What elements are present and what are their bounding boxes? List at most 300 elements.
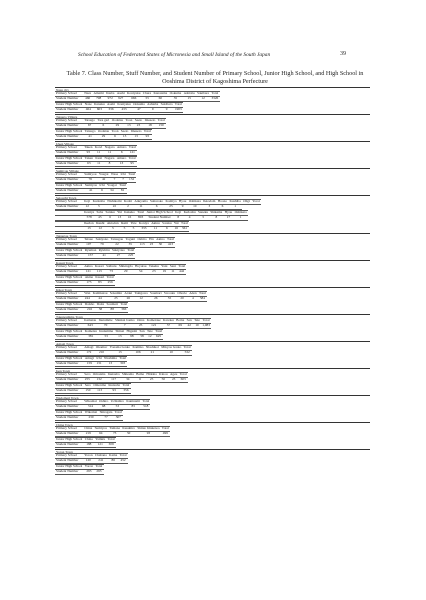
table-cell: 77: [98, 415, 113, 420]
student-number-row: [55, 404, 150, 409]
row-label: Student Number: [55, 107, 84, 112]
table-cell: Inutsuba: [107, 372, 120, 377]
table-cell: Kanaiama: [153, 91, 168, 96]
table-cell: Akina: [84, 264, 93, 268]
table-cell: Soumari: [106, 301, 118, 306]
table-cell: 1903: [174, 106, 182, 111]
table-cell: Hoyutsu: [134, 264, 147, 268]
municipality-title: Kikai Town: [55, 287, 370, 291]
table-cell: 12: [95, 226, 106, 231]
table-cell: 625: [154, 334, 163, 339]
table-cell: 10: [193, 323, 201, 328]
table-cell: 241: [94, 459, 108, 464]
table-cell: Omonma: [92, 372, 106, 377]
table-cell: Kasari: [94, 264, 104, 268]
row-label: Student Number: [55, 269, 83, 274]
table-cell: Wase: [110, 172, 119, 177]
student-number-row: [55, 253, 135, 258]
table-cell: 26: [149, 296, 163, 301]
table-cell: 13: [120, 134, 130, 139]
table-cell: 47: [132, 107, 146, 112]
table-cell: 120: [83, 459, 94, 464]
table-cell: 307: [114, 415, 123, 420]
table-cell: Akina: [84, 274, 94, 279]
table-cell: Kamikatsu: [92, 291, 108, 296]
table-cell: 81: [118, 188, 127, 193]
table-cell: 45: [95, 215, 104, 220]
table-cell: Taken: [84, 155, 93, 160]
table-cell: 6: [135, 377, 145, 382]
table-cell: 19: [160, 269, 169, 274]
table-cell: Naze: [84, 101, 92, 106]
table-cell: Akino: [156, 236, 165, 241]
table-cell: 121: [128, 151, 137, 156]
table-cell: 13: [114, 334, 125, 339]
table-cell: 13: [124, 124, 133, 129]
school-table: [55, 356, 127, 367]
row-label: [55, 215, 83, 220]
table-cell: 83: [94, 280, 105, 285]
table-cell: Shinkai bonko: [114, 318, 135, 323]
table-cell: Kusuhiro: [122, 426, 135, 431]
table-cell: 12: [83, 205, 91, 210]
table-cell: 23: [134, 124, 144, 129]
row-label: Student Number: [55, 97, 83, 102]
school-table: [55, 345, 192, 356]
row-label: Student Number: [55, 469, 84, 474]
table-cell: Koshi: [123, 199, 133, 204]
table-cell: Shiragata: [99, 409, 113, 414]
table-cell: 159: [84, 361, 96, 366]
table-cell: 53: [109, 404, 125, 409]
table-cell: China: [84, 436, 93, 441]
school-table: [55, 264, 186, 275]
row-label: Junior High School: [56, 301, 83, 306]
table-cell: Kametoke: [146, 318, 161, 323]
table-cell: 603: [93, 107, 106, 112]
table-cell: Kushiba: [229, 199, 241, 204]
student-number-row: [55, 178, 136, 183]
student-number-row: [55, 323, 211, 328]
table-cell: Akinu: [151, 220, 160, 225]
page-number: 39: [340, 51, 346, 57]
student-number-row: [55, 134, 152, 139]
table-cell: 532: [182, 350, 191, 355]
row-label: Student Number: [55, 404, 83, 409]
table-cell: Yui: [117, 209, 122, 214]
row-label: Student Number: [55, 415, 84, 420]
table-cell: Ikushi: [95, 220, 105, 225]
table-cell: 11: [150, 226, 161, 231]
student-number-row: [55, 469, 104, 474]
row-label: Student Number: [55, 161, 84, 166]
table-cell: San: [186, 318, 192, 323]
table-cell: Wan: [84, 291, 91, 296]
table-cell: Kamiko: [132, 345, 144, 350]
table-cell: Total: [128, 145, 136, 150]
row-label: Student Number: [55, 459, 83, 464]
table-cell: 6: [98, 188, 106, 193]
table-cell: Daita: [96, 301, 105, 306]
table-cell: 54: [134, 269, 148, 274]
table-cell: 10: [160, 350, 182, 355]
table-cell: 12: [133, 296, 149, 301]
table-cell: Student Number: [145, 215, 174, 220]
table-cell: Total: [180, 220, 188, 225]
table-cell: 5: [120, 226, 130, 231]
table-cell: Nishikomi: [107, 199, 122, 204]
school-table: [55, 221, 189, 232]
table-cell: Total: [155, 328, 163, 333]
student-number-row: [55, 215, 248, 220]
municipality-title: Tokunoshima Town: [55, 314, 370, 318]
municipality-group: [55, 368, 370, 394]
student-number-row: [55, 377, 188, 382]
school-table: [55, 329, 163, 340]
table-cell: Yamiru: [95, 436, 106, 441]
table-cell: 88: [105, 307, 119, 312]
table-cell: 20: [176, 296, 188, 301]
table-cell: 361: [180, 226, 189, 231]
row-label: Student Number: [55, 253, 84, 258]
table-cell: 42: [98, 178, 110, 183]
table-cell: Total: [119, 355, 127, 360]
table-cell: 150: [157, 124, 166, 129]
table-cell: 23: [149, 241, 154, 246]
table-cell: Okamuc: [95, 345, 108, 350]
school-table: [55, 237, 175, 248]
table-cell: 518: [141, 404, 150, 409]
municipality-group: [55, 395, 370, 421]
table-cell: 13: [83, 226, 95, 231]
student-number-row: [55, 151, 137, 156]
table-cell: Toguni: [125, 236, 136, 241]
table-cell: Junior High School: [146, 209, 173, 214]
table-cell: Kudanba: [92, 199, 105, 204]
table-cell: China: [84, 426, 93, 431]
table-cell: 3: [197, 215, 209, 220]
table-cell: 132: [127, 178, 136, 183]
table-cell: 27: [111, 253, 126, 258]
table-cell: Ookuma: [169, 91, 182, 96]
table-cell: 8: [103, 161, 115, 166]
municipality-title: Naze city: [55, 87, 370, 91]
table-cell: 37: [162, 323, 175, 328]
student-number-row: [55, 361, 127, 366]
table-cell: Kasari: [95, 274, 105, 279]
table-cell: 25: [164, 205, 177, 210]
table-cell: 3: [91, 205, 106, 210]
student-number-row: [55, 242, 175, 247]
table-cell: 73: [105, 269, 118, 274]
school-table: [55, 102, 183, 113]
table-cell: 2: [123, 205, 133, 210]
table-cell: Kedoshu: [183, 209, 196, 214]
school-table: [55, 248, 135, 259]
student-number-row: [55, 388, 131, 393]
table-cell: 333: [138, 226, 150, 231]
row-label: Junior High School: [56, 182, 83, 187]
table-cell: 35: [124, 242, 136, 247]
table-cell: Oshikata: [188, 199, 201, 204]
table-cell: Hoono: [217, 199, 228, 204]
table-cell: 21: [145, 350, 160, 355]
table-cell: Suitaroko: [149, 199, 164, 204]
table-cell: Yui: [173, 220, 179, 225]
table-cell: Tekehu: [148, 264, 159, 268]
table-caption: Table 7. Class Number, Stuff Number, and Student Number of Primary School, Junior High School, and High School in Ooshima District of Kagoshima Perfecture: [66, 70, 364, 85]
table-cell: 25: [136, 323, 146, 328]
table-cell: 210: [95, 350, 109, 355]
table-cell: 41: [97, 253, 110, 258]
table-cell: Wikomai: [84, 409, 98, 414]
student-number-row: [55, 97, 220, 102]
row-label: Student Number: [55, 361, 84, 366]
table-cell: Amagi: [84, 345, 94, 350]
table-cell: Ein: [149, 236, 154, 241]
school-table: [55, 426, 170, 437]
table-cell: Sataku: [105, 209, 115, 214]
table-cell: 132: [92, 377, 107, 382]
table-cell: Tetsugou: [110, 236, 124, 241]
table-cell: Saeto: [134, 118, 143, 123]
table-cell: 798: [92, 97, 105, 102]
table-cell: 76: [83, 178, 98, 183]
student-number-row: [55, 205, 261, 210]
table-cell: 1: [228, 205, 242, 210]
school-table: [55, 210, 248, 221]
school-table: [55, 145, 137, 156]
table-cell: 16: [174, 225, 178, 230]
row-label: Student Number: [55, 280, 84, 285]
school-table: [55, 453, 128, 464]
table-cell: 58: [138, 334, 145, 339]
table-cell: Oshiro: [137, 236, 147, 241]
table-cell: Total: [174, 101, 182, 106]
row-label: Student Number: [55, 296, 83, 301]
table-area: [55, 87, 370, 476]
municipality-title: Kasari Town: [55, 260, 370, 264]
table-cell: Mikyou bonko: [161, 345, 182, 350]
table-cell: Tara gari: [97, 118, 110, 123]
row-label: Junior High School: [56, 128, 83, 133]
student-number-row: [55, 459, 128, 464]
table-cell: Total: [120, 301, 128, 306]
table-cell: Saibutu: [106, 264, 117, 268]
table-cell: Aden: [189, 291, 197, 296]
table-cell: Total: [119, 182, 126, 187]
table-cell: 7: [114, 323, 136, 328]
table-cell: 4: [182, 215, 196, 220]
table-cell: 230: [84, 415, 99, 420]
table-cell: Imaseto: [144, 118, 156, 123]
student-number-row: [55, 442, 116, 447]
table-cell: 6: [116, 151, 128, 156]
table-cell: Ikeiti: [120, 220, 129, 225]
table-cell: Saeto: [120, 128, 129, 133]
table-cell: 17: [223, 215, 233, 220]
table-cell: 55: [163, 296, 177, 301]
row-label: Junior High School: [56, 463, 83, 468]
table-cell: Total: [202, 318, 210, 323]
student-number-row: [55, 432, 170, 437]
table-cell: 29: [97, 134, 111, 139]
table-cell: 22: [110, 242, 125, 247]
table-cell: 29: [111, 124, 125, 129]
table-cell: 6: [96, 124, 110, 129]
table-cell: 303: [118, 361, 127, 366]
table-cell: Higashi: [126, 328, 138, 333]
school-table: [55, 156, 137, 167]
municipality-title: Setouchi Town: [55, 195, 370, 199]
row-label: Student Number: [55, 377, 83, 382]
table-cell: 13: [116, 161, 128, 166]
table-cell: 225: [126, 253, 135, 258]
table-cell: Daisho: [84, 301, 95, 306]
table-cell: 578: [83, 215, 95, 220]
table-cell: 216: [84, 307, 96, 312]
school-table: [55, 410, 123, 421]
table-cell: 1,083: [202, 322, 210, 327]
table-cell: Inutsuba: [108, 382, 121, 387]
table-cell: Total: [127, 247, 135, 252]
table-cell: Ohgi: [243, 199, 250, 204]
table-cell: Asahi: [116, 91, 125, 96]
table-cell: 34: [121, 377, 135, 382]
table-cell: 219: [83, 432, 93, 437]
table-cell: 356: [121, 388, 130, 393]
table-cell: 188: [84, 442, 94, 447]
table-cell: Asahi: [107, 101, 115, 106]
table-cell: 69: [175, 323, 185, 328]
table-cell: 11: [133, 205, 149, 210]
row-label: Primary School: [55, 400, 83, 405]
row-label: Junior High School: [56, 101, 83, 106]
table-cell: 34: [106, 188, 118, 193]
table-cell: 13: [103, 361, 118, 366]
row-label: Primary School: [55, 454, 83, 459]
row-label: Student Number: [55, 188, 84, 193]
student-number-row: [55, 415, 123, 420]
school-table: [55, 199, 261, 210]
table-cell: Saba: [96, 209, 104, 214]
table-cell: Taken: [84, 145, 93, 150]
table-cell: Hyou: [224, 209, 233, 214]
table-cell: Sotaku: [162, 220, 172, 225]
student-number-row: [55, 350, 192, 355]
table-cell: 423: [166, 242, 175, 247]
table-cell: Soumari: [150, 291, 162, 296]
table-cell: Ryumon: [84, 247, 97, 252]
table-cell: Koniyaku: [127, 91, 141, 96]
table-cell: 22: [106, 205, 123, 210]
table-cell: 23: [148, 269, 160, 274]
table-cell: 30: [155, 242, 166, 247]
row-label: [55, 226, 83, 231]
table-cell: 803: [136, 215, 145, 220]
row-label: Junior High School: [56, 155, 83, 160]
table-cell: 293: [94, 469, 103, 474]
table-cell: Ichi: [96, 355, 102, 360]
table-cell: Ikedon: [84, 220, 94, 225]
table-cell: Kuxi: [95, 155, 103, 160]
table-cell: 9: [159, 107, 173, 112]
table-cell: Akiodan: [106, 220, 119, 225]
row-label: Junior High School: [56, 409, 83, 414]
table-cell: 67: [83, 124, 96, 129]
table-cell: 131: [96, 360, 102, 365]
running-head: School Education of Federated States of Micronesia and Small Island of the South Japan: [78, 52, 271, 58]
municipality-group: [55, 422, 370, 448]
table-cell: Tatsugo: [84, 128, 96, 133]
school-table: [55, 318, 211, 329]
table-cell: 6: [104, 215, 116, 220]
table-cell: 7: [110, 178, 120, 183]
table-cell: Saneku: [198, 209, 209, 214]
table-cell: 16: [123, 215, 136, 220]
table-cell: 603: [179, 377, 188, 382]
student-number-row: [55, 226, 189, 231]
municipality-group: [55, 141, 370, 167]
table-cell: 113: [94, 269, 105, 274]
table-cell: Hirkina: [146, 372, 157, 377]
table-cell: 93: [136, 432, 161, 437]
table-cell: 255: [84, 376, 90, 381]
table-cell: 3: [106, 226, 120, 231]
table-cell: 314: [83, 404, 98, 409]
table-cell: 11: [94, 151, 104, 156]
student-number-row: [55, 124, 166, 129]
table-cell: 464: [84, 107, 93, 112]
row-label: Student Number: [55, 388, 84, 393]
table-cell: 50: [158, 377, 169, 382]
table-cell: Tete: [146, 328, 153, 333]
student-number-row: [55, 161, 137, 166]
student-number-row: [55, 280, 115, 285]
table-cell: 452: [118, 459, 127, 464]
table-cell: 26: [123, 296, 133, 301]
row-label: Primary School: [55, 146, 83, 151]
table-cell: Ashiaba: [183, 91, 195, 96]
table-cell: 8: [209, 215, 223, 220]
row-label: Primary School: [55, 119, 83, 124]
table-cell: 6: [217, 205, 229, 210]
table-cell: 8: [174, 215, 182, 220]
table-cell: 336: [106, 107, 116, 112]
row-label: Student Number: [55, 323, 83, 328]
table-cell: Total: [119, 453, 127, 458]
table-cell: Shikama: [210, 209, 223, 214]
table-cell: Kuninami: [126, 399, 140, 404]
table-cell: 42: [185, 323, 192, 328]
table-cell: Kowi: [94, 145, 103, 150]
table-cell: 35: [168, 97, 182, 102]
row-label: Primary School: [55, 92, 83, 97]
table-cell: Amuro: [116, 155, 127, 160]
row-label: Primary School: [55, 373, 83, 378]
municipality-group: [55, 287, 370, 313]
student-number-row: [55, 107, 183, 112]
table-cell: 13: [108, 350, 131, 355]
table-cell: 10: [188, 205, 202, 210]
table-cell: Yani: [161, 264, 168, 268]
table-cell: Total: [95, 463, 103, 468]
table-cell: 41: [84, 188, 99, 193]
table-cell: 256: [105, 280, 114, 285]
table-cell: 11: [94, 161, 103, 166]
table-cell: 433: [116, 107, 132, 112]
table-cell: 9: [178, 205, 188, 210]
